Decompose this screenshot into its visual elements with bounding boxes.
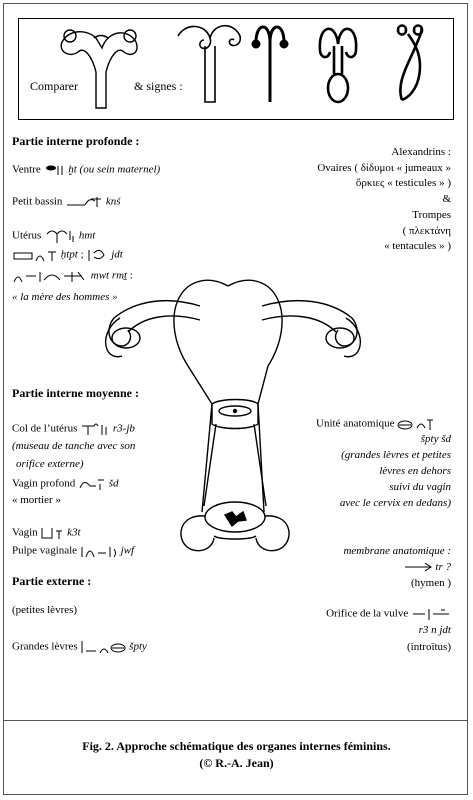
membrane-label: membrane anatomique :	[343, 545, 451, 557]
vagin-label: Vagin	[12, 526, 38, 539]
orifice-label: Orifice de la vulve	[326, 607, 409, 620]
unite-note-4: avec le cervix en dedans)	[339, 497, 451, 509]
col-note-1: (museau de tanche avec son	[12, 440, 136, 452]
grandes-levres-translit: špty	[129, 640, 147, 653]
hieroglyph-petit-bassin-icon	[65, 195, 103, 209]
hieroglyph-uterus-sign-1	[178, 26, 240, 102]
pulpe-label: Pulpe vaginale	[12, 544, 78, 557]
ovaires-line-2: ὄρκιες « testicules » )	[355, 177, 451, 189]
mortier: « mortier »	[12, 494, 61, 506]
hieroglyph-col-icon	[80, 421, 110, 437]
ovaires-line-1: Ovaires ( δίδυμοι « jumeaux »	[317, 162, 451, 174]
htpt-jdt-entry: ḥtpt ; jdt	[12, 247, 123, 263]
unite-note-1: (grandes lèvres et petites	[341, 449, 451, 461]
petit-bassin-entry	[12, 195, 121, 209]
uterus-translit: hmt	[78, 229, 96, 242]
hieroglyph-unite-icon	[397, 416, 435, 432]
caption-divider	[3, 720, 468, 721]
vagin-translit: k3t	[67, 526, 81, 539]
pulpe-translit: jwf	[120, 544, 135, 557]
jdt-translit: jdt	[111, 248, 123, 261]
compare-label: Comparer	[30, 79, 78, 93]
petit-bassin-label: Petit bassin	[12, 195, 63, 208]
petites-levres: (petites lèvres)	[12, 604, 78, 616]
orifice-translit: r3 n jdt	[418, 624, 451, 636]
vagin-profond-translit: šd	[108, 477, 119, 490]
hieroglyph-htpt-icon	[12, 247, 58, 263]
ventre-label: Ventre	[12, 163, 41, 176]
membrane-translit: tr ?	[435, 561, 451, 573]
hieroglyph-uterus-icon	[44, 228, 76, 244]
unite-translit: špty šd	[420, 433, 451, 445]
col-note-2: orifice externe)	[16, 458, 84, 470]
unite-entry	[316, 416, 435, 432]
orifice-entry	[326, 606, 451, 622]
introitus: (introïtus)	[407, 641, 451, 653]
hieroglyph-orifice-icon	[411, 606, 451, 622]
comparison-drawings	[0, 0, 473, 125]
trompes: Trompes	[412, 209, 451, 221]
hieroglyph-pulpe-icon	[80, 543, 118, 559]
heading-deep-internal: Partie interne profonde :	[12, 134, 140, 148]
hieroglyph-vagin-icon	[40, 525, 64, 541]
hieroglyph-mwt-rmt-icon	[12, 268, 88, 284]
signs-label: & signes :	[134, 79, 183, 93]
ventre-translit: ḫt	[68, 163, 77, 176]
hieroglyph-jdt-icon	[86, 247, 108, 263]
col-translit: r3-jb	[112, 422, 135, 435]
plektane: ( πλεκτάνη	[402, 225, 451, 237]
col-entry	[12, 421, 135, 437]
uterus-entry	[12, 228, 95, 244]
hieroglyph-grandes-levres-icon	[80, 639, 126, 655]
unite-note-2: lèvres en dehors	[379, 465, 451, 477]
hieroglyph-uterus-sign-2	[253, 27, 287, 102]
hieroglyph-uterus-sign-4	[398, 26, 422, 101]
hieroglyph-membrane-icon	[403, 561, 433, 573]
figure-credit: (© R.-A. Jean)	[199, 756, 274, 770]
mere-quote: « la mère des hommes »	[12, 291, 118, 303]
hieroglyph-ventre-icon	[43, 163, 65, 177]
uterus-sketch-small	[61, 30, 137, 108]
vagin-entry	[12, 525, 81, 541]
figure-caption: Fig. 2. Approche schématique des organes internes féminins.	[82, 739, 391, 753]
mwt-translit: mwt rmṯ	[90, 269, 128, 282]
mwt-rmt-entry	[12, 268, 133, 284]
alexandrins: Alexandrins :	[391, 146, 451, 158]
vagin-profond-entry	[12, 476, 119, 492]
hymen: (hymen )	[410, 577, 451, 589]
mwt-colon: :	[129, 269, 133, 282]
ventre-entry	[12, 163, 160, 177]
unite-label: Unité anatomique	[316, 417, 395, 430]
hieroglyph-uterus-sign-3	[320, 29, 356, 102]
grandes-levres-entry	[12, 639, 147, 655]
hieroglyph-vagin-profond-icon	[78, 476, 106, 492]
membrane-entry	[403, 561, 451, 573]
heading-external: Partie externe :	[12, 574, 92, 588]
htpt-translit: ḥtpt	[60, 248, 78, 261]
heading-middle-internal: Partie interne moyenne :	[12, 386, 139, 400]
grandes-levres-label: Grandes lèvres	[12, 640, 78, 653]
vagin-profond-label: Vagin profond	[12, 477, 76, 490]
col-label: Col de l’utérus	[12, 422, 78, 435]
ampersand: &	[442, 193, 451, 205]
petit-bassin-translit: knś	[105, 195, 121, 208]
tentacules: « tentacules » )	[384, 240, 451, 252]
unite-note-3: suivi du vagin	[389, 481, 451, 493]
pulpe-entry	[12, 543, 134, 559]
uterus-label: Utérus	[12, 229, 42, 242]
ventre-note: (ou sein maternel)	[79, 163, 161, 176]
